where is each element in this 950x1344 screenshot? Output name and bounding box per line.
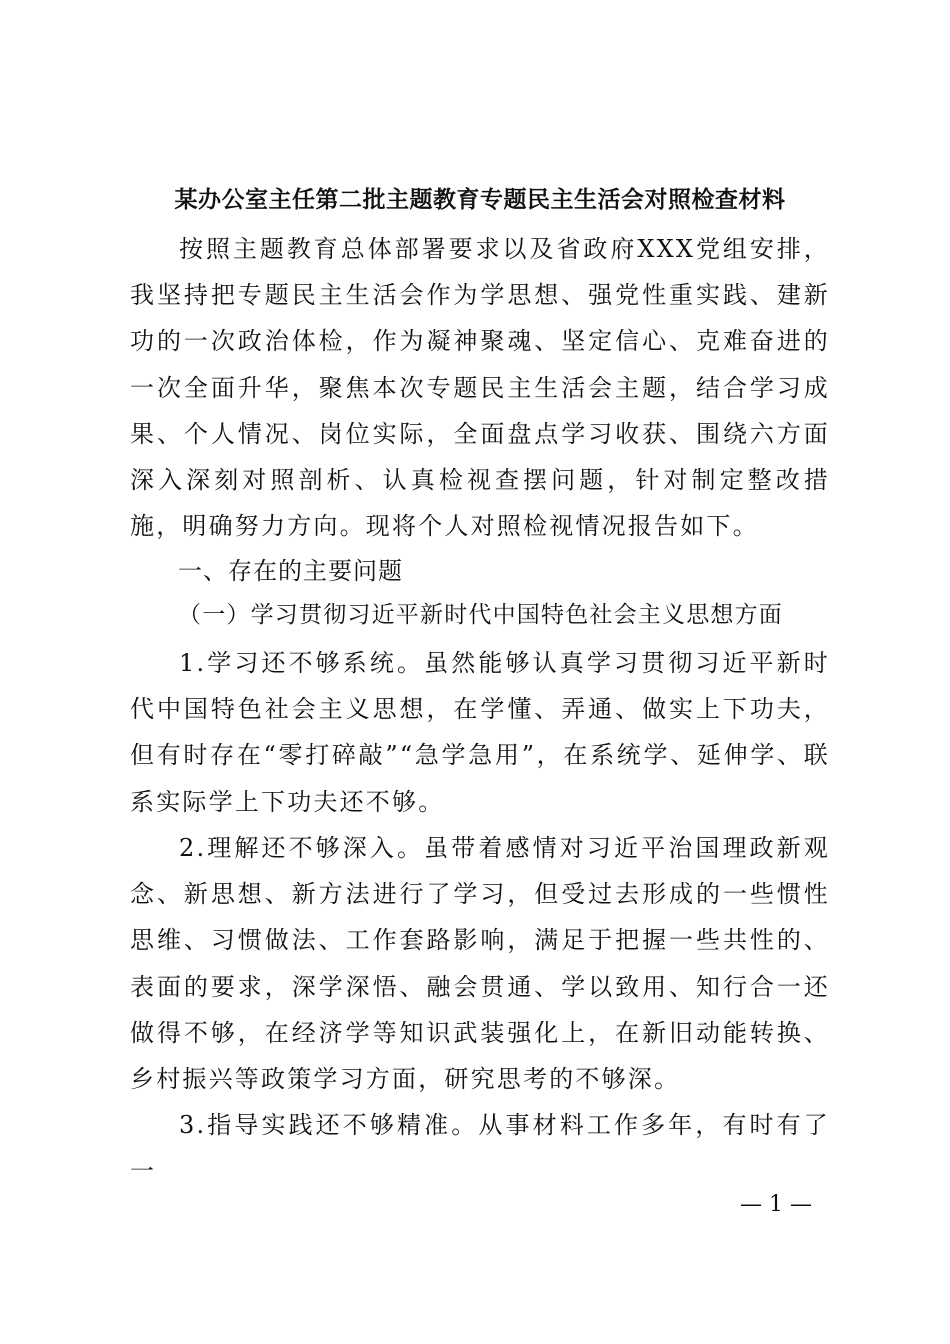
paragraph-item-2: 2.理解还不够深入。虽带着感情对习近平治国理政新观念、新思想、新方法进行了学习，但受过去形成的一些惯性思维、习惯做法、工作套路影响，满足于把握一些共性的、表面的要求，深学深悟、融会贯通、学以致用、知行合一还做得不够，在经济学等知识武装强化上，在新旧动能转换、乡村振兴等政策学习方面，研究思考的不够深。: [130, 834, 830, 1094]
subsection-heading: （一）学习贯彻习近平新时代中国特色社会主义思想方面: [178, 602, 783, 628]
document-title: 某办公室主任第二批主题教育专题民主生活会对照检查材料: [174, 186, 786, 213]
intro-paragraph: 按照主题教育总体部署要求以及省政府XXX党组安排，我坚持把专题民主生活会作为学思想、强党性重实践、建新功的一次政治体检，作为凝神聚魂、坚定信心、克难奋进的一次全面升华，聚焦本次专题民主生活会主题，结合学习成果、个人情况、岗位实际，全面盘点学习收获、围绕六方面深入深刻对照剖析、认真检视查摆问题，针对制定整改措施，明确努力方向。现将个人对照检视情况报告如下。: [130, 235, 830, 541]
paragraph-item-1: 1.学习还不够系统。虽然能够认真学习贯彻习近平新时代中国特色社会主义思想，在学懂、弄通、做实上下功夫，但有时存在“零打碎敲”“急学急用”，在系统学、延伸学、联系实际学上下功夫还不够。: [130, 649, 830, 816]
section-heading: 一、存在的主要问题: [178, 557, 403, 585]
paragraph-item-3: 3.指导实践还不够精准。从事材料工作多年，有时有了一: [130, 1111, 830, 1186]
page-number: — 1 —: [740, 1192, 812, 1217]
